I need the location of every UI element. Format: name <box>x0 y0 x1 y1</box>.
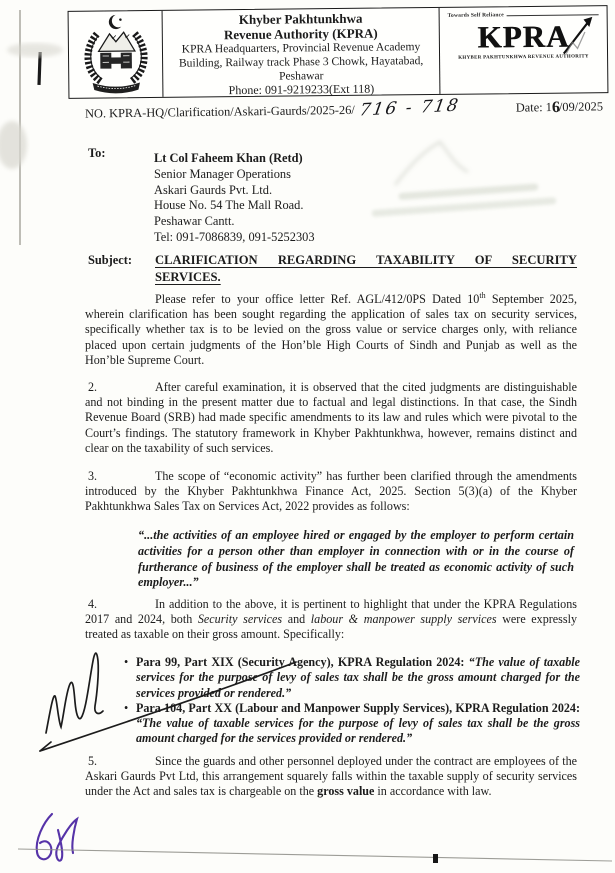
reference-row <box>85 97 603 122</box>
bullet-item <box>124 701 580 747</box>
paragraph-3-text: The scope of “economic activity” has further been clarified through the amendments introduced by the Khyber Pakhtunkhwa Finance Act, 2025. Section 5(3)(a) of the Khyber Pakhtunkhwa Sales Tax on Services Act, 2022 provides as follows: <box>85 469 577 514</box>
addressee-line: House No. 54 The Mall Road. <box>154 198 304 213</box>
addressee-block <box>154 151 315 246</box>
org-title-line1: Khyber Pakhtunkhwa <box>238 10 363 28</box>
ghost-scribble <box>395 142 468 185</box>
date-digit-handwritten: 6 <box>551 98 560 117</box>
p1-part: September 2025, wherein clarification has been sought regarding the application of sales tax on security services, specifically whether tax is to be levied on the gross value or service charges only, with reliance placed upon certain judgments of the Hon’ble High Courts of Sindh and Punjab as well as the Hon’ble Supreme Court. <box>85 292 577 367</box>
kpra-logo <box>439 6 608 94</box>
date-digit-printed: 1 <box>545 100 553 115</box>
paragraph-4 <box>85 597 577 643</box>
page-bottom-edge <box>18 849 612 861</box>
paragraph-4-text <box>85 597 577 643</box>
logo-caption: KHYBER PAKHTUNKHWA REVENUE AUTHORITY <box>458 54 589 61</box>
statute-quote-block: “...the activities of an employee hired or engaged by the employer to perform certain activities for a person other than employer in connection with or in the course of furtherance of business of the employer shall be treated as economic activity of such employer...” <box>138 528 574 590</box>
date-rest: /09/2025 <box>558 99 604 114</box>
ordinal-superscript: th <box>479 290 486 300</box>
bullet-glyph: • <box>124 655 129 669</box>
paragraph-5-number: 5. <box>88 754 98 768</box>
addressee-name: Lt Col Faheem Khan (Retd) <box>154 151 303 165</box>
paragraph-1 <box>85 292 577 368</box>
growth-arrow-icon <box>533 14 597 59</box>
paragraph-4-number: 4. <box>88 597 98 611</box>
paragraph-5-text <box>85 754 577 800</box>
letter-date <box>516 97 603 116</box>
ink-tick-mark <box>37 52 41 85</box>
letterhead-text <box>163 8 440 97</box>
regulation-bullet-list <box>124 655 580 747</box>
bullet-glyph: • <box>124 700 129 715</box>
p4-part: and <box>282 612 311 627</box>
paragraph-5 <box>85 754 577 800</box>
date-label: Date: <box>515 100 546 115</box>
org-address-line2: Building, Railway track Phase 3 Chowk, Hayatabad, <box>178 53 424 70</box>
p4-part: were expressly treated as taxable on their gross amount. Specifically: <box>85 612 577 642</box>
org-address-line1: KPRA Headquarters, Provincial Revenue Academy <box>181 40 421 56</box>
ghost-line <box>371 197 556 217</box>
addressee-line: Askari Gaurds Pvt. Ltd. <box>154 182 273 197</box>
reference-number-handwritten: 716 - 718 <box>357 95 462 121</box>
p4-italic: Security services <box>197 612 283 627</box>
addressee-line: Senior Manager Operations <box>154 166 291 181</box>
paragraph-2-number: 2. <box>88 380 98 394</box>
paragraph-3 <box>85 469 577 515</box>
letterhead <box>68 5 609 99</box>
page-fold-line <box>19 10 21 245</box>
kp-government-crest-icon <box>75 13 156 96</box>
subject-text: CLARIFICATION REGARDING TAXABILITY OF SECURITY SERVICES. <box>155 253 577 284</box>
margin-initials <box>37 814 77 861</box>
bullet-2-quote: “The value of taxable services for the purpose of levy of sales tax shall be the gross amount charged for the services provided or rendered.” <box>136 716 580 746</box>
addressee-line: Peshawar Cantt. <box>154 214 235 229</box>
paragraph-2-text: After careful examination, it is observed that the cited judgments are distinguishable and not binding in the present matter due to factual and legal distinctions. In that case, the Sindh Revenue Board (SRB) had made specific amendments to its law and rules which were pivotal to the Court’s findings. The statutory framework in Khyber Pakhtunkhwa, however, remains distinct and clear on the taxability of such services. <box>85 380 577 455</box>
p4-italic: labour & manpower supply services <box>310 612 497 627</box>
bullet-1-heading: Para 99, Part XIX (Security Agency), KPRA Regulation 2024: <box>136 655 465 669</box>
org-address-line3: Peshawar <box>278 68 324 83</box>
subject-row <box>85 252 577 286</box>
edge-tick <box>433 854 438 863</box>
paragraph-3-number: 3. <box>88 469 98 483</box>
subject-label: Subject: <box>88 253 133 267</box>
paragraph-1-text <box>85 292 577 368</box>
smudge <box>7 43 63 57</box>
bullet-2-heading: Para 104, Part XX (Labour and Manpower Supply Services), KPRA Regulation 2024: <box>136 700 580 715</box>
bullet-item <box>124 655 580 701</box>
logo-tagline-text: Towards Self Reliance <box>447 12 504 19</box>
logo-acronym: KPRA <box>477 18 570 55</box>
bleed-through-ghost <box>370 181 573 247</box>
to-label: To: <box>88 146 106 160</box>
org-title-line2: Revenue Authority (KPRA) <box>223 25 378 42</box>
p5-bold: gross value <box>317 784 375 799</box>
org-phone: Phone: 091-9219233(Ext 118) <box>228 82 375 98</box>
ghost-line <box>398 183 538 200</box>
crest-cell <box>69 11 164 98</box>
reference-number: NO. KPRA-HQ/Clarification/Askari-Gaurds/2025-26/ <box>84 102 355 121</box>
p5-part: Since the guards and other personnel deployed under the contract are employees of the Askari Gaurds Pvt Ltd, this arrangement squarely falls within the taxable supply of security services under the Act and sales tax is chargeable on the <box>85 754 577 799</box>
smudge <box>0 121 27 169</box>
addressee-line: Tel: 091-7086839, 091-5252303 <box>154 229 315 244</box>
p4-part: In addition to the above, it is pertinent to highlight that under the KPRA Regulations 2017 and 2024, both <box>85 597 577 627</box>
p5-part: in accordance with law. <box>374 784 492 799</box>
paragraph-2 <box>85 380 577 456</box>
bullet-1-quote: “The value of taxable services for the purpose of levy of sales tax shall be the gross amount charged for the services provided or rendered.” <box>136 655 580 700</box>
p1-part: Please refer to your office letter Ref. AGL/412/0PS Dated 10 <box>155 292 480 306</box>
